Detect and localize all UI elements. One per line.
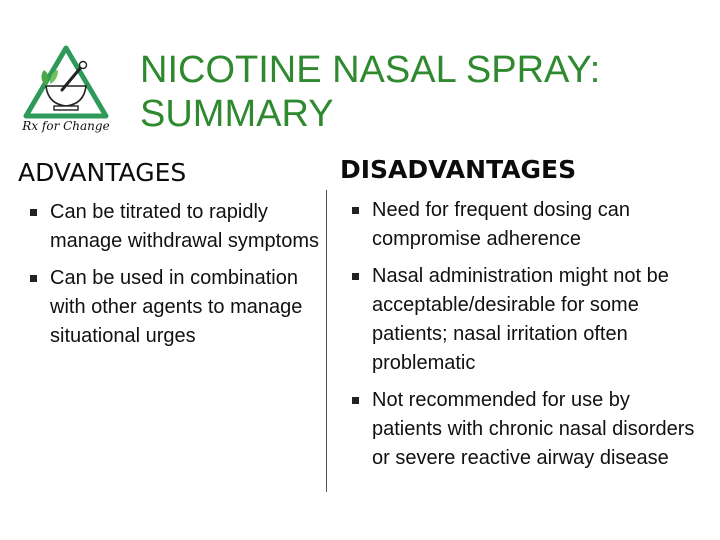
bullet-square-icon bbox=[30, 275, 37, 282]
svg-text:Rx for Change: Rx for Change bbox=[22, 119, 110, 133]
rx-for-change-logo bbox=[16, 42, 116, 134]
disadvantage-item bbox=[352, 386, 702, 473]
bullet-square-icon bbox=[352, 273, 359, 280]
title-line-2: SUMMARY bbox=[140, 93, 334, 135]
advantages-list bbox=[30, 198, 320, 359]
mortar-pestle-icon bbox=[16, 42, 116, 134]
page-title bbox=[140, 48, 700, 136]
bullet-square-icon bbox=[352, 207, 359, 214]
disadvantage-item bbox=[352, 262, 702, 378]
bullet-square-icon bbox=[352, 397, 359, 404]
advantage-text: Can be titrated to rapidly manage withdrawal symptoms bbox=[50, 201, 319, 252]
disadvantage-text: Need for frequent dosing can compromise adherence bbox=[372, 199, 630, 250]
column-divider bbox=[326, 190, 327, 492]
disadvantage-item bbox=[352, 196, 702, 254]
advantages-heading: ADVANTAGES bbox=[18, 158, 187, 187]
advantage-text: Can be used in combination with other agents to manage situational urges bbox=[50, 267, 303, 347]
bullet-square-icon bbox=[30, 209, 37, 216]
disadvantage-text: Not recommended for use by patients with chronic nasal disorders or severe reactive airway disease bbox=[372, 389, 695, 469]
disadvantages-heading: DISADVANTAGES bbox=[340, 155, 577, 184]
disadvantage-text: Nasal administration might not be acceptable/desirable for some patients; nasal irritation often problematic bbox=[372, 265, 669, 374]
disadvantages-list bbox=[352, 196, 702, 481]
advantage-item bbox=[30, 198, 320, 256]
title-line-1: NICOTINE NASAL SPRAY: bbox=[140, 49, 601, 91]
advantage-item bbox=[30, 264, 320, 351]
